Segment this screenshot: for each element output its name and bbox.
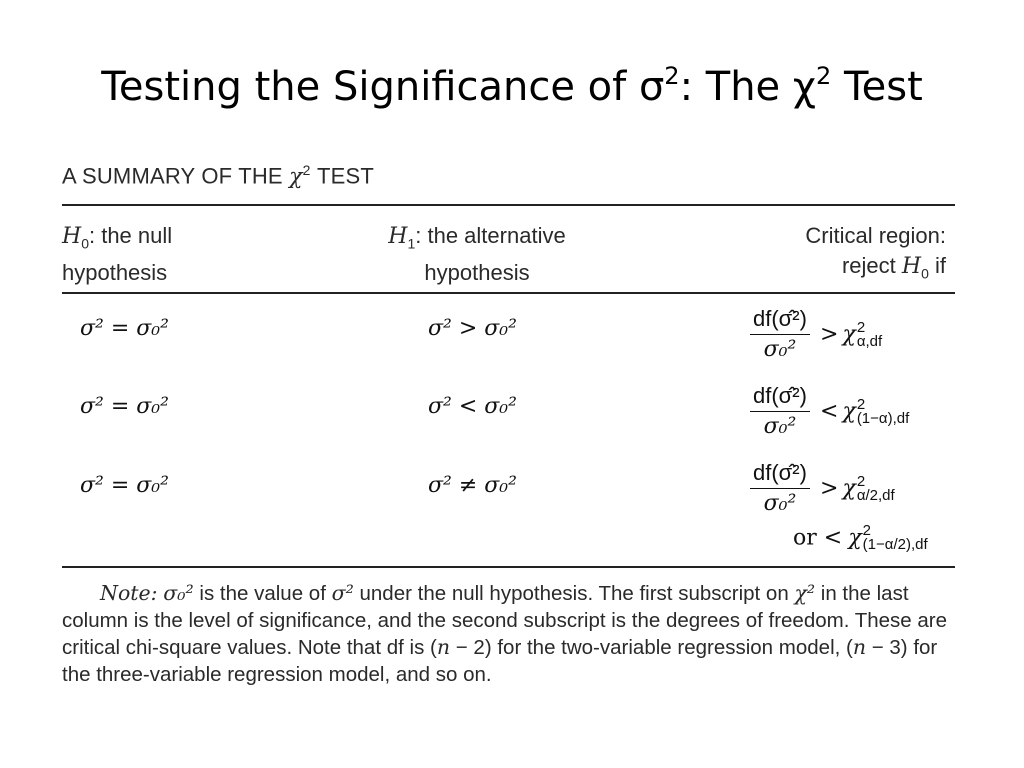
caption-sup: 2 [302, 162, 311, 178]
row2-fraction [750, 381, 810, 442]
h1-label: hypothesis [424, 260, 530, 286]
critical-h-sub: 0 [921, 265, 929, 282]
row3-or-scripts [863, 524, 928, 552]
caption-chi: χ [289, 164, 303, 190]
row3-h0: σ² = σ₀² [80, 473, 169, 498]
header-critical-region [760, 221, 946, 288]
row2-chi: χ [842, 399, 856, 424]
row1-fraction [750, 304, 810, 365]
row1-chi-sup: 2 [856, 318, 866, 336]
title-sup: 2 [664, 62, 680, 90]
row2-critical-region [750, 381, 909, 442]
row1-chi-sub: α,df [856, 332, 883, 350]
row2-scripts [856, 395, 910, 427]
h0-symbol: H [62, 224, 82, 249]
row3-critical-region [750, 458, 895, 519]
critical-h-symbol: H [901, 254, 922, 279]
row3-scripts [856, 472, 895, 504]
h0-sub: 0 [81, 235, 89, 252]
row1-critical-region [750, 304, 882, 365]
note-n: n [852, 635, 867, 659]
row2-h1: σ² < σ₀² [428, 394, 517, 419]
row3-or-chi-sub: (1−α/2),df [862, 536, 928, 554]
h1-symbol: H [388, 224, 408, 249]
caption-text: A SUMMARY OF THE [62, 163, 290, 189]
title-text: : The χ [679, 64, 816, 110]
row2-h0: σ² = σ₀² [80, 394, 169, 419]
row3-critical-region-alt [793, 524, 928, 552]
row3-or-chi: χ [848, 525, 862, 551]
h0-label: : the null [88, 223, 173, 248]
row1-h1: σ² > σ₀² [428, 316, 517, 341]
header-h1 [372, 221, 582, 288]
table-note [62, 580, 962, 688]
critical-label: if [928, 253, 946, 278]
row3-chi-sup: 2 [856, 472, 866, 490]
h1-label: : the alternative [415, 223, 566, 248]
fraction-numerator: df(σ̂²) [750, 381, 810, 412]
note-text: in the last column is the level of significance, and the second subscript is the degrees of freedom. These are critical chi-square values. Note that df is ( [62, 582, 948, 659]
row2-chi-sup: 2 [856, 395, 866, 413]
row1-h0: σ² = σ₀² [80, 316, 169, 341]
h0-label: hypothesis [62, 260, 168, 286]
note-text: under the null hypothesis. The first subscript on [353, 582, 795, 605]
header-rule [62, 292, 955, 294]
h1-sub: 1 [407, 235, 416, 252]
note-sigma: σ² [331, 581, 354, 605]
row3-or-chi-sup: 2 [862, 522, 872, 540]
row3-chi: χ [842, 476, 856, 501]
fraction-denominator: σ₀² [763, 414, 797, 439]
row3-h1: σ² ≠ σ₀² [428, 473, 517, 498]
row2-chi-sub: (1−α),df [856, 409, 910, 427]
critical-label: reject [841, 253, 902, 278]
fraction-denominator: σ₀² [763, 337, 797, 362]
row3-chi-sub: α/2,df [856, 486, 895, 504]
title-text: Testing the Significance of σ [101, 64, 665, 110]
fraction-denominator: σ₀² [763, 491, 797, 516]
table-bottom-rule [62, 566, 955, 568]
note-text: is the value of [193, 582, 332, 605]
note-chi: χ² [794, 581, 816, 605]
note-lead [100, 580, 194, 608]
row3-fraction [750, 458, 810, 519]
slide-title [0, 62, 1024, 110]
caption-text: TEST [310, 163, 374, 189]
note-text: − 3) for the three-variable regression model, and so on. [62, 636, 938, 686]
table-caption [62, 162, 374, 189]
title-text: Test [831, 64, 923, 110]
row2-operator: < [820, 399, 839, 424]
row1-chi: χ [842, 322, 856, 347]
fraction-numerator: df(σ̂²) [750, 458, 810, 489]
row1-operator: > [820, 322, 839, 347]
title-sup: 2 [815, 62, 832, 90]
critical-label: Critical region: [805, 223, 946, 248]
note-sigma0: σ₀² [163, 581, 194, 605]
note-text: − 2) for the two-variable regression model, ( [450, 636, 853, 659]
header-h0 [62, 221, 172, 288]
row3-or-label: or < [793, 525, 843, 551]
note-n: n [436, 635, 451, 659]
note-label: Note: [100, 581, 158, 605]
fraction-numerator: df(σ̂²) [750, 304, 810, 335]
row1-scripts [856, 318, 883, 350]
row3-operator: > [820, 476, 839, 501]
table-top-rule [62, 204, 955, 206]
